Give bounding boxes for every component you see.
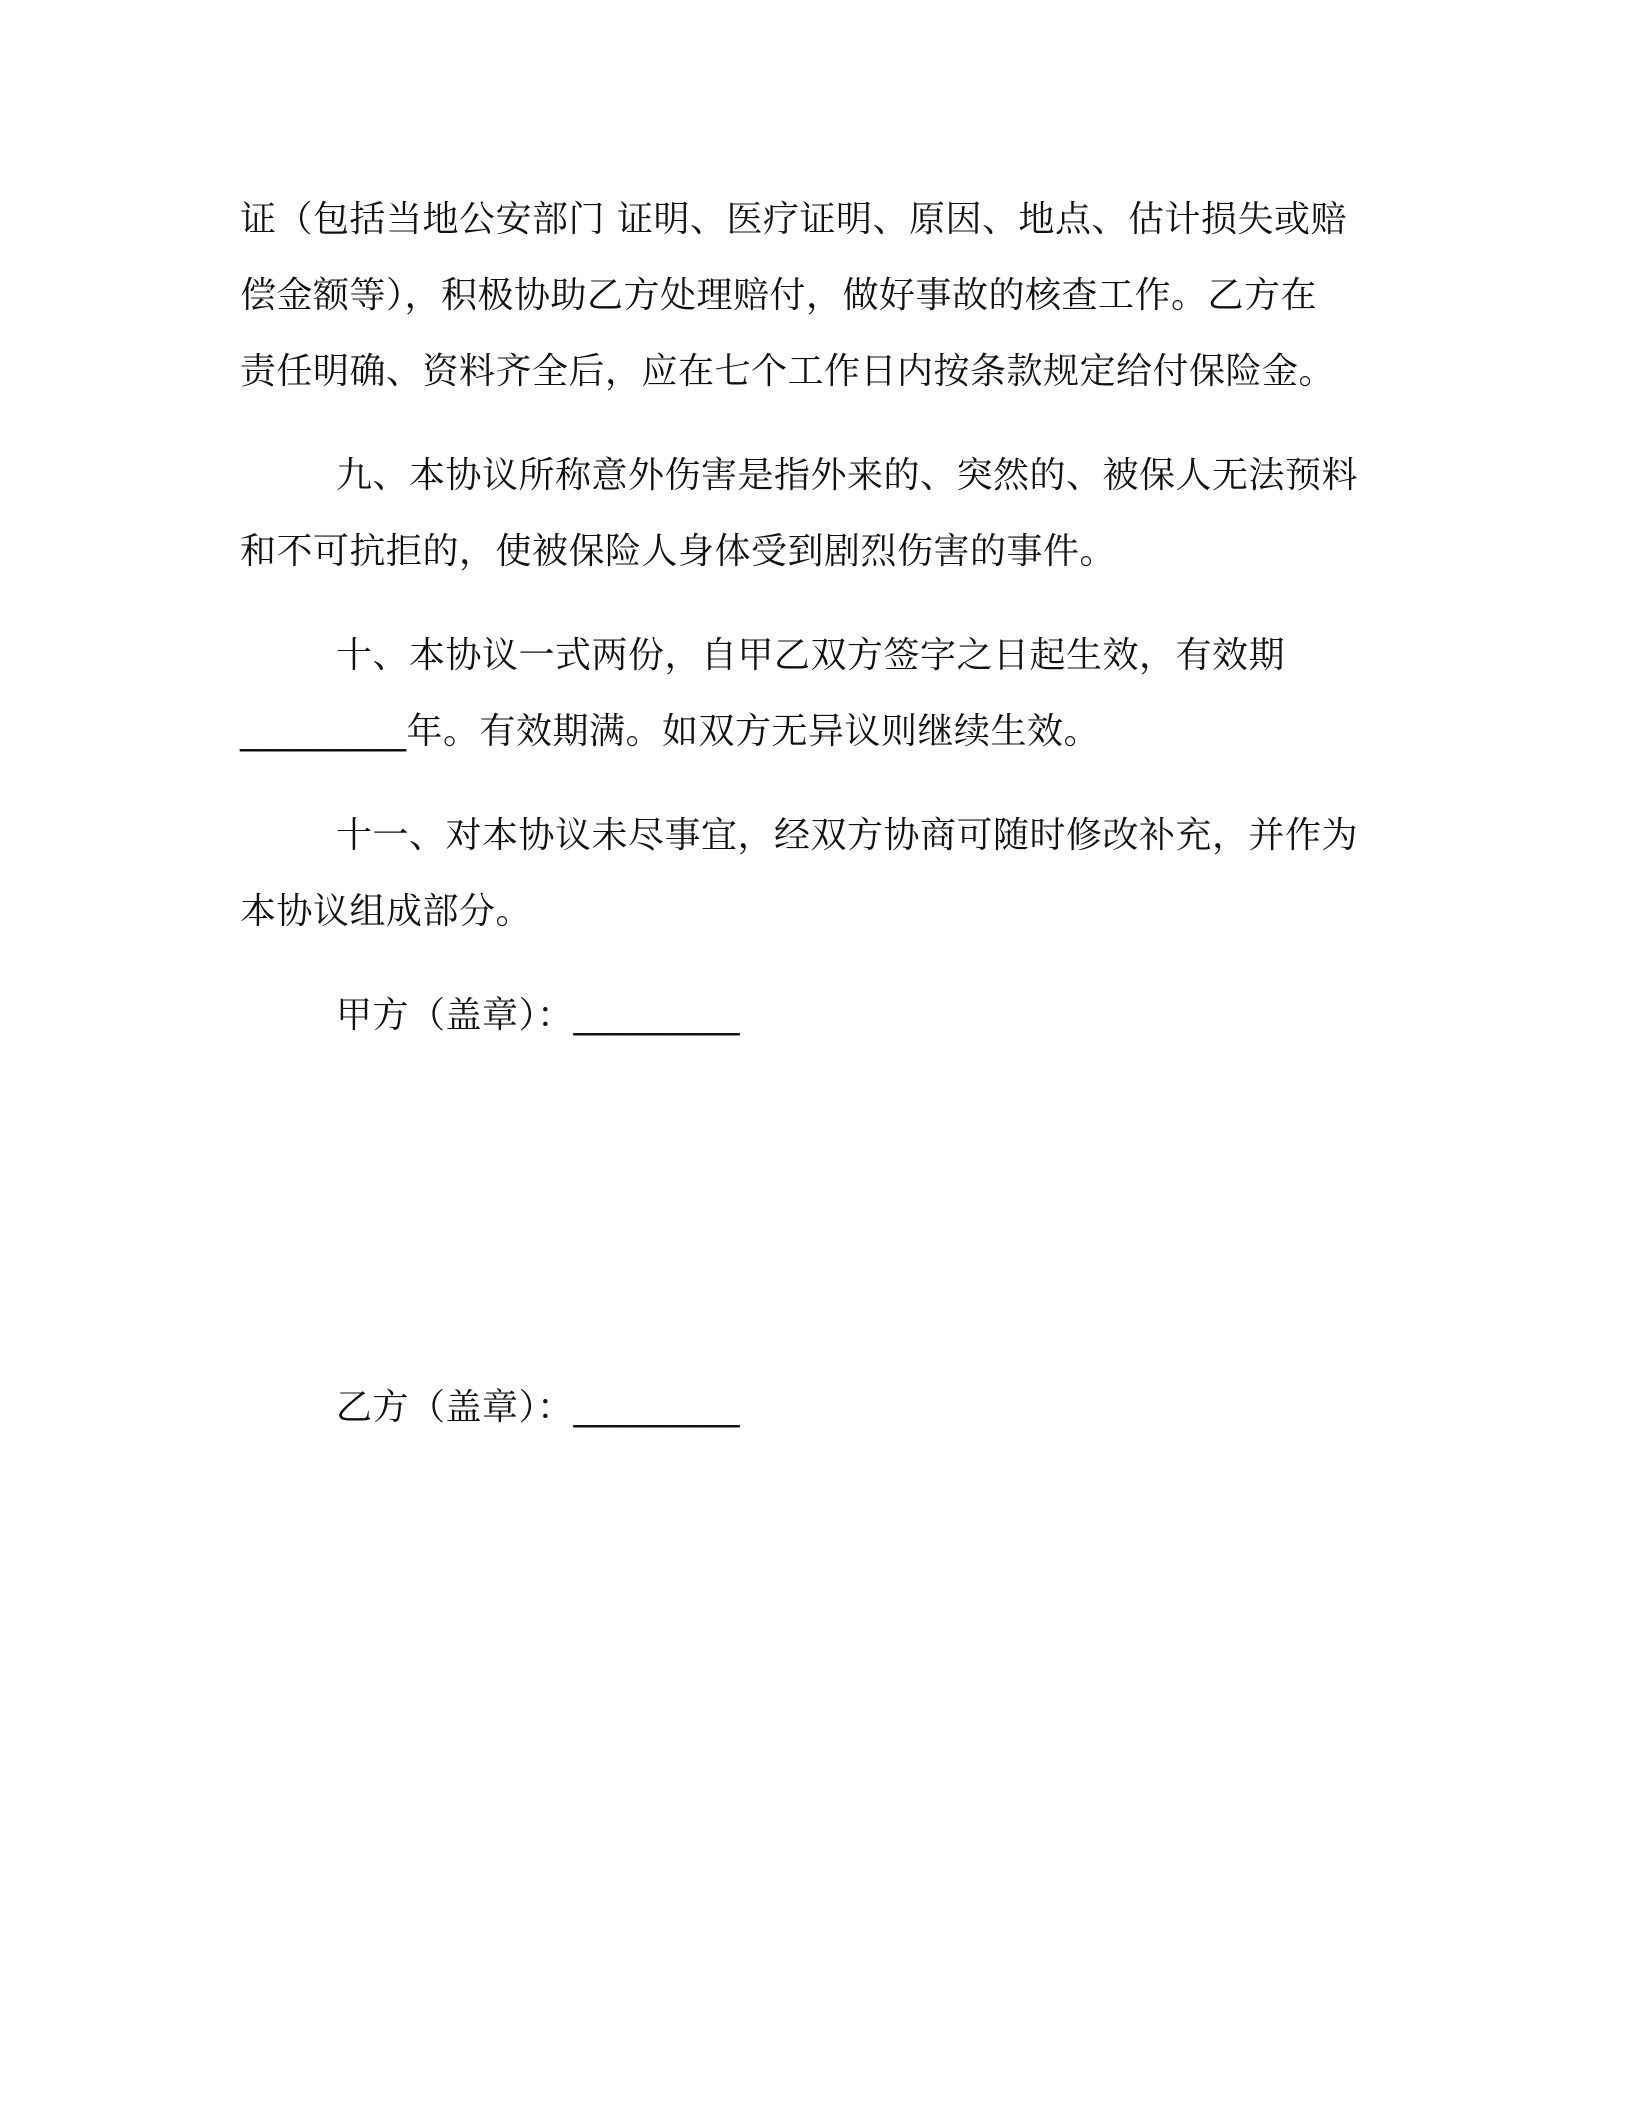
clause8-line-2: 偿金额等），积极协助乙方处理赔付，做好事故的核查工作。乙方在: [240, 275, 1318, 316]
party-b-signature: 乙方（盖章）：_________: [336, 1387, 741, 1428]
clause9-line-1: 九、本协议所称意外伤害是指外来的、突然的、被保人无法预料: [336, 455, 1359, 496]
clause9-line-2: 和不可抗拒的，使被保险人身体受到剧烈伤害的事件。: [240, 531, 1117, 572]
clause10-line-1: 十、本协议一式两份，自甲乙双方签字之日起生效，有效期: [336, 635, 1286, 676]
clause11-line-1: 十一、对本协议未尽事宜，经双方协商可随时修改补充，并作为: [336, 815, 1359, 856]
party-a-signature: 甲方（盖章）：_________: [336, 995, 741, 1036]
clause8-line-3: 责任明确、资料齐全后，应在七个工作日内按条款规定给付保险金。: [240, 351, 1336, 392]
clause10-line-2: _________年。有效期满。如双方无异议则继续生效。: [240, 711, 1101, 752]
clause11-line-2: 本协议组成部分。: [240, 891, 533, 932]
clause8-line-1: 证（包括当地公安部门 证明、医疗证明、原因、地点、估计损失或赔: [240, 199, 1347, 240]
